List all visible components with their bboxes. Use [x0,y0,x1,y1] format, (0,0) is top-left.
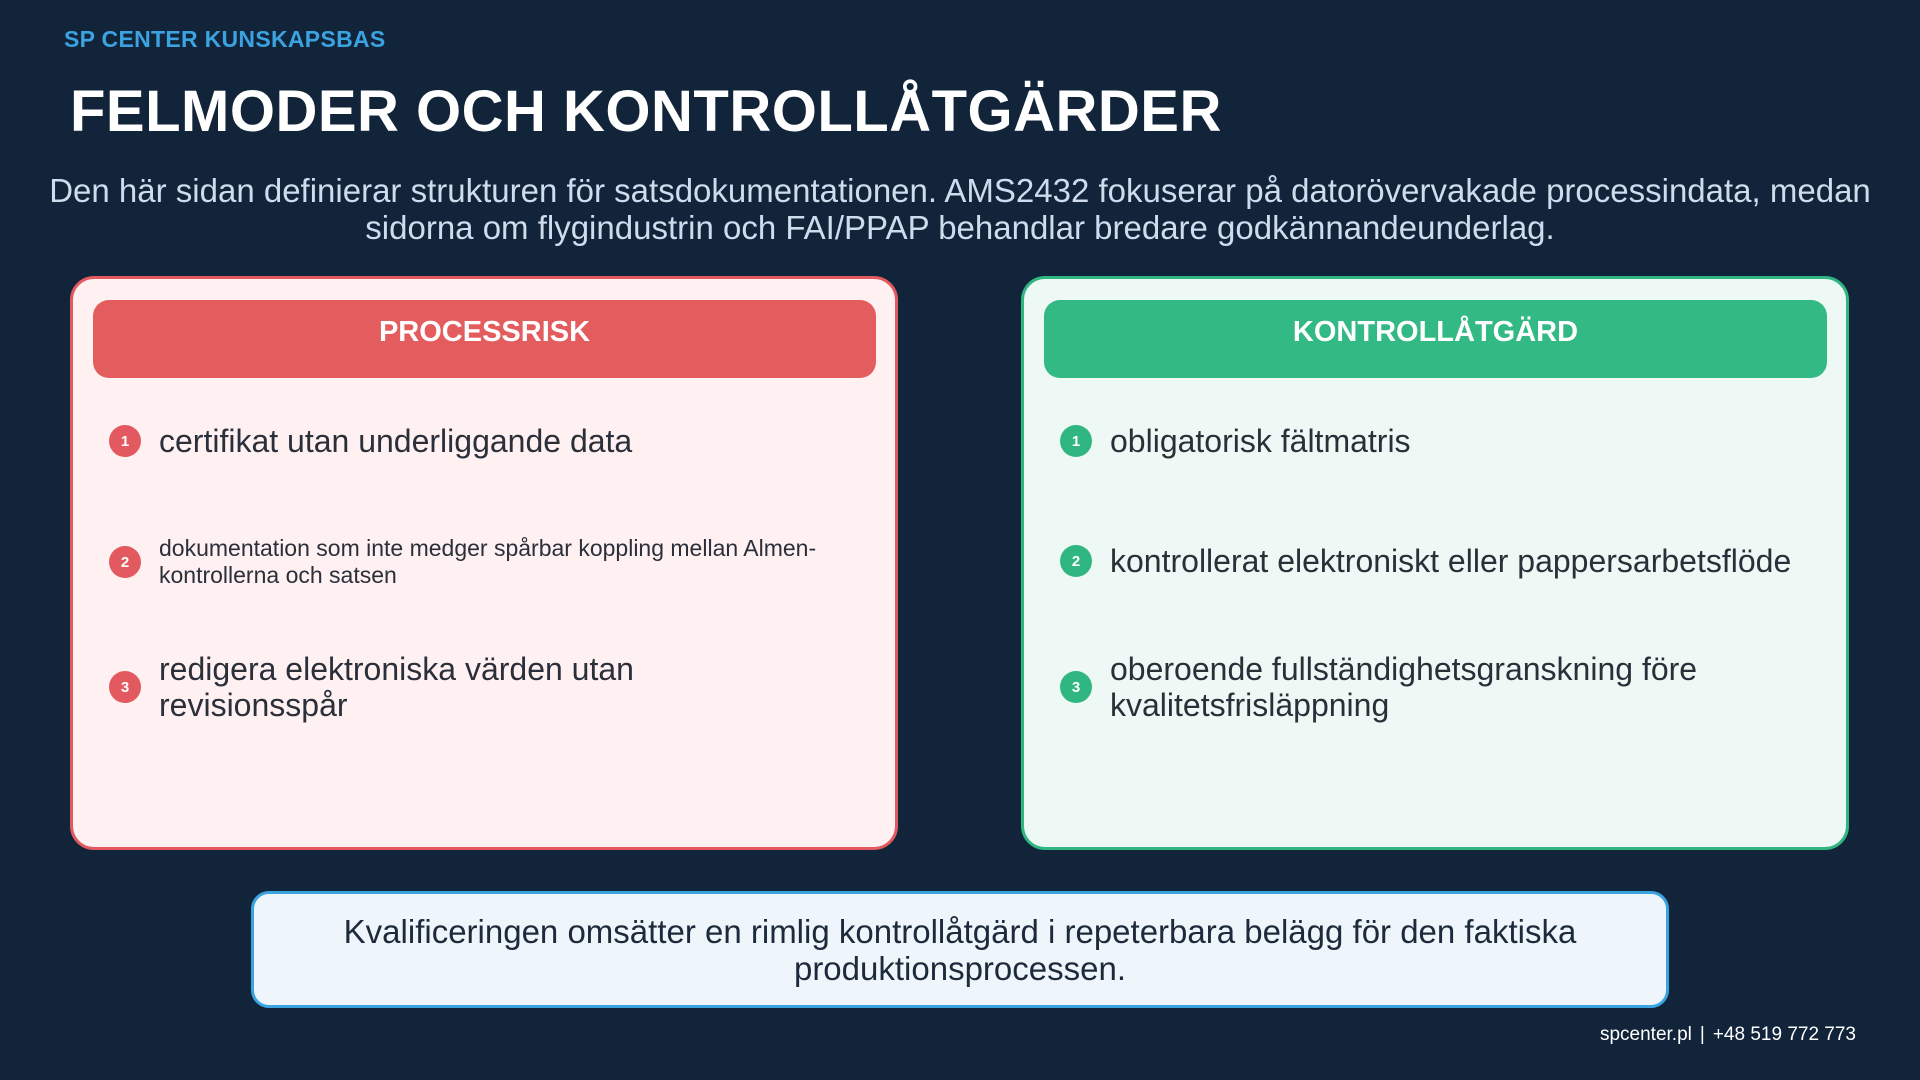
process-risk-panel [70,276,898,850]
subtitle-line-2: sidorna om flygindustrin och FAI/PPAP behandlar bredare godkännandeunderlag. [365,209,1555,246]
callout-line-1: Kvalificeringen omsätter en rimlig kontrollåtgärd i repeterbara belägg för den faktiska [343,912,1577,950]
contact-separator: | [1699,1024,1705,1045]
control-item-text: oberoende fullständighetsgranskning före kvalitetsfrisläppning [1110,651,1698,723]
risk-item-text: dokumentation som inte medger spårbar koppling mellan Almen-kontrollerna och satsen [159,535,817,588]
website-link[interactable]: spcenter.pl [1599,1024,1692,1045]
number-badge: 1 [1060,425,1092,457]
risk-item [109,651,865,723]
number-badge: 3 [109,671,141,703]
subtitle-line-1: Den här sidan definierar strukturen för satsdokumentationen. AMS2432 fokuserar på datorövervakade processindata, medan [49,172,1871,209]
contact-info [1600,1024,1856,1046]
control-measure-heading: KONTROLLÅTGÄRD [1044,300,1827,378]
control-item [1060,543,1816,579]
control-item-text: obligatorisk fältmatris [1110,423,1411,459]
callout-line-2: produktionsprocessen. [793,949,1126,987]
number-badge: 1 [109,425,141,457]
number-badge: 2 [109,546,141,578]
process-risk-heading: PROCESSRISK [93,300,876,378]
page-subtitle [0,172,1920,246]
qualification-callout [251,891,1669,1008]
risk-item-text: redigera elektroniska värden utan revisionsspår [159,651,634,723]
risk-item [109,535,865,589]
phone-number[interactable]: +48 519 772 773 [1712,1024,1856,1045]
control-measure-panel [1021,276,1849,850]
control-item-text: kontrollerat elektroniskt eller pappersarbetsflöde [1110,543,1792,579]
control-item [1060,423,1816,459]
brand-label: SP CENTER KUNSKAPSBAS [64,26,386,52]
risk-item [109,423,865,459]
risk-item-text: certifikat utan underliggande data [159,423,633,459]
number-badge: 2 [1060,545,1092,577]
number-badge: 3 [1060,671,1092,703]
control-item [1060,651,1816,723]
page-title: FELMODER OCH KONTROLLÅTGÄRDER [70,79,1222,144]
